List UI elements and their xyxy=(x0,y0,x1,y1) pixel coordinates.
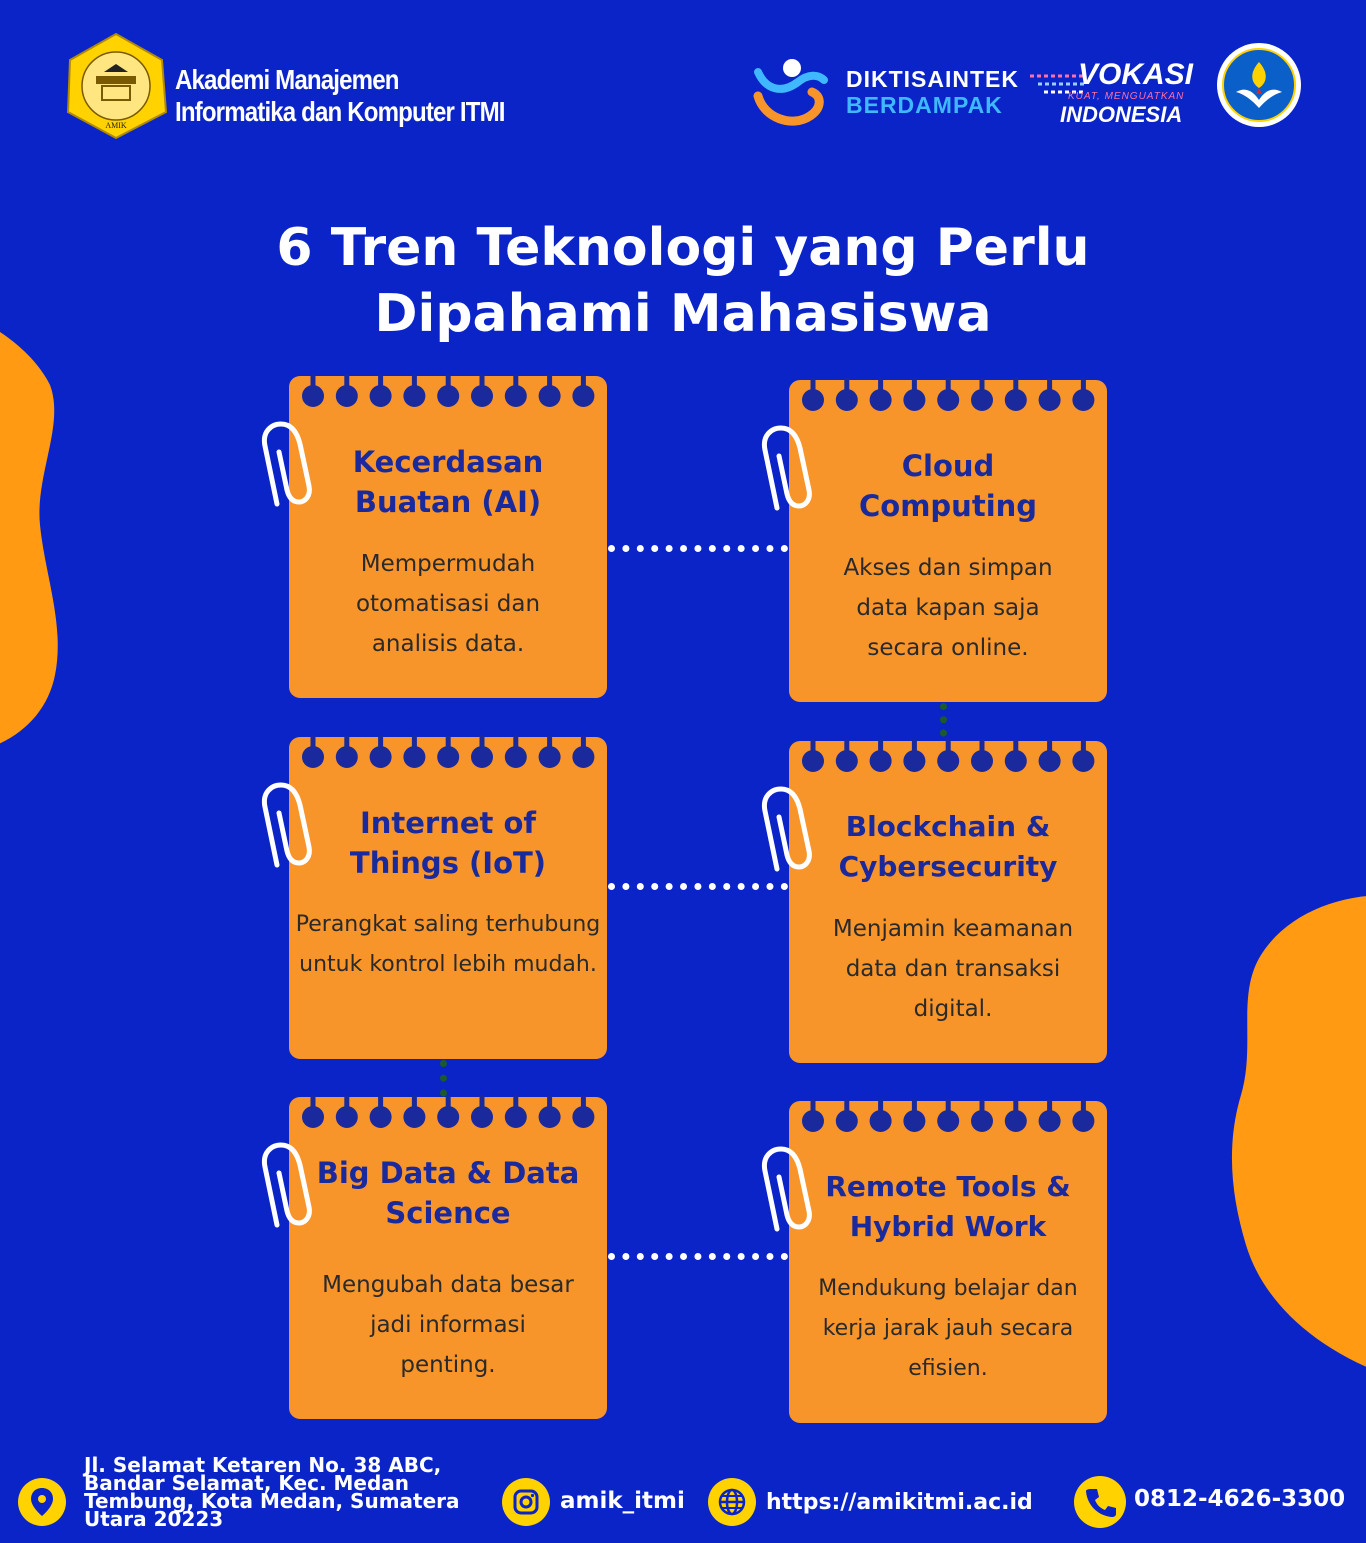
ring-hole xyxy=(836,750,858,772)
ring-hole xyxy=(971,389,993,411)
ring-hole xyxy=(870,1110,892,1132)
ring-hole xyxy=(572,1106,594,1128)
ring-hole xyxy=(370,385,392,407)
ring-hole xyxy=(870,389,892,411)
ring-hole xyxy=(437,385,459,407)
connector-ai-cloud xyxy=(608,545,788,559)
ring-hole xyxy=(937,750,959,772)
vokasi-logo xyxy=(1030,58,1194,138)
notepad-rings-icon xyxy=(789,1099,1107,1135)
notepad-rings-icon xyxy=(289,374,607,410)
ring-hole xyxy=(836,1110,858,1132)
institution-name-line2: Informatika dan Komputer ITMI xyxy=(175,96,505,127)
ring-hole xyxy=(505,746,527,768)
ring-hole xyxy=(802,750,824,772)
ring-hole xyxy=(370,746,392,768)
institution-name-line1: Akademi Manajemen xyxy=(175,64,399,95)
ring-hole xyxy=(539,385,561,407)
ring-hole xyxy=(1039,750,1061,772)
card-description: Mengubah data besar jadi informasi penting. xyxy=(322,1272,574,1378)
card-description: Mendukung belajar dan kerja jarak jauh secara efisien. xyxy=(818,1276,1078,1381)
ring-hole xyxy=(1039,1110,1061,1132)
instagram-icon[interactable] xyxy=(502,1478,550,1526)
svg-text:AMIK: AMIK xyxy=(105,121,127,130)
connector-iot-blockchain xyxy=(608,883,788,897)
notepad-rings-icon xyxy=(789,378,1107,414)
orange-blob-right xyxy=(1226,895,1366,1380)
ring-hole xyxy=(336,385,358,407)
ring-hole xyxy=(370,1106,392,1128)
diktisaintek-line2: BERDAMPAK xyxy=(846,92,1003,118)
ring-hole xyxy=(1072,389,1094,411)
ring-hole xyxy=(1072,1110,1094,1132)
ring-hole xyxy=(336,746,358,768)
ring-hole xyxy=(836,389,858,411)
connector-bigdata-remote xyxy=(608,1253,788,1267)
card-description: Mempermudah otomatisasi dan analisis data. xyxy=(355,551,541,657)
ring-hole xyxy=(302,1106,324,1128)
ring-hole xyxy=(1005,1110,1027,1132)
ring-hole xyxy=(539,1106,561,1128)
vokasi-line3: INDONESIA xyxy=(1060,102,1183,127)
ring-hole xyxy=(505,385,527,407)
ring-hole xyxy=(1005,750,1027,772)
notepad-rings-icon xyxy=(289,1095,607,1131)
ring-hole xyxy=(336,1106,358,1128)
card-description: Menjamin keamanan data dan transaksi digital. xyxy=(832,916,1074,1022)
notepad-rings-icon xyxy=(789,739,1107,775)
ring-hole xyxy=(802,1110,824,1132)
ring-hole xyxy=(471,746,493,768)
ring-hole xyxy=(302,385,324,407)
ring-hole xyxy=(572,746,594,768)
ring-hole xyxy=(1039,389,1061,411)
card-title: Big Data & Data Science xyxy=(316,1156,580,1230)
ring-hole xyxy=(971,750,993,772)
instagram-handle[interactable]: amik_itmi xyxy=(560,1488,685,1514)
trend-card-ai xyxy=(289,376,607,698)
ring-hole xyxy=(1005,389,1027,411)
ring-hole xyxy=(903,1110,925,1132)
orange-blob-left xyxy=(0,305,115,760)
diktisaintek-logo-text xyxy=(846,66,1019,118)
card-title: Blockchain & Cybersecurity xyxy=(838,810,1058,883)
page-title-line1: 6 Tren Teknologi yang Perlu xyxy=(276,218,1090,278)
trend-card-cloud xyxy=(789,380,1107,702)
trend-card-blockchain xyxy=(789,741,1107,1063)
institution-name xyxy=(175,64,505,128)
trend-card-remote xyxy=(789,1101,1107,1423)
trend-card-bigdata xyxy=(289,1097,607,1419)
tut-wuri-handayani-logo xyxy=(1216,42,1302,128)
website-link[interactable]: https://amikitmi.ac.id xyxy=(766,1490,1033,1515)
ring-hole xyxy=(971,1110,993,1132)
ring-hole xyxy=(937,389,959,411)
vokasi-line1: VOKASI xyxy=(1078,58,1194,91)
ring-hole xyxy=(1072,750,1094,772)
card-title: Kecerdasan Buatan (AI) xyxy=(352,445,544,519)
ring-hole xyxy=(403,746,425,768)
ring-hole xyxy=(903,389,925,411)
card-title: Cloud Computing xyxy=(859,449,1038,523)
phone-icon[interactable] xyxy=(1074,1476,1126,1528)
ring-hole xyxy=(437,1106,459,1128)
ring-hole xyxy=(403,385,425,407)
card-title: Remote Tools & Hybrid Work xyxy=(825,1170,1071,1243)
address-text: Jl. Selamat Ketaren No. 38 ABC, Bandar Selamat, Kec. Medan Tembung, Kota Medan, Sumatera Utara 20223 xyxy=(84,1453,460,1531)
ring-hole xyxy=(505,1106,527,1128)
ring-hole xyxy=(572,385,594,407)
notepad-rings-icon xyxy=(289,735,607,771)
ring-hole xyxy=(539,746,561,768)
ring-hole xyxy=(471,1106,493,1128)
page-title xyxy=(0,215,1366,347)
ring-hole xyxy=(437,746,459,768)
globe-icon[interactable] xyxy=(708,1478,756,1526)
card-title: Internet of Things (IoT) xyxy=(349,806,547,880)
diktisaintek-logo-icon xyxy=(752,52,830,130)
ring-hole xyxy=(802,389,824,411)
diktisaintek-line1: DIKTISAINTEK xyxy=(846,66,1019,92)
card-description: Perangkat saling terhubung untuk kontrol lebih mudah. xyxy=(295,912,601,977)
ring-hole xyxy=(937,1110,959,1132)
page-title-line2: Dipahami Mahasiswa xyxy=(374,284,992,344)
phone-number[interactable]: 0812-4626-3300 xyxy=(1134,1486,1346,1512)
ring-hole xyxy=(302,746,324,768)
vokasi-line2: KUAT, MENGUATKAN xyxy=(1068,91,1185,102)
location-pin-icon xyxy=(18,1478,66,1526)
trend-card-iot xyxy=(289,737,607,1059)
ring-hole xyxy=(870,750,892,772)
amik-logo xyxy=(62,32,170,140)
ring-hole xyxy=(903,750,925,772)
ring-hole xyxy=(471,385,493,407)
ring-hole xyxy=(403,1106,425,1128)
card-description: Akses dan simpan data kapan saja secara online. xyxy=(843,555,1053,661)
